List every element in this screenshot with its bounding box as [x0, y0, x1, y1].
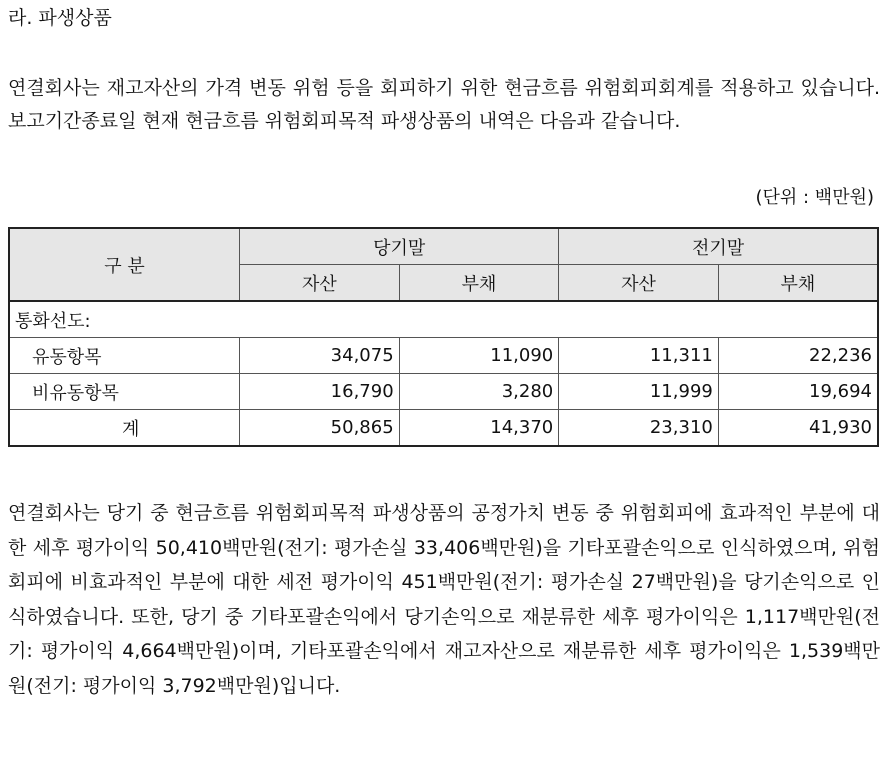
cell-prior-assets: 11,311 — [559, 338, 719, 374]
category-header: 구 분 — [9, 228, 240, 301]
prior-liabilities-header: 부채 — [718, 265, 878, 302]
section-heading: 라. 파생상품 — [8, 7, 112, 29]
table-row-total — [9, 410, 878, 447]
table-row — [9, 374, 878, 410]
current-period-header: 당기말 — [240, 228, 559, 265]
cell-prior-assets: 11,999 — [559, 374, 719, 410]
current-assets-header: 자산 — [240, 265, 400, 302]
row-label: 유동항목 — [9, 338, 240, 374]
cell-current-liabilities: 14,370 — [399, 410, 559, 447]
cell-current-assets: 50,865 — [240, 410, 400, 447]
table-row — [9, 338, 878, 374]
cell-current-assets: 16,790 — [240, 374, 400, 410]
derivatives-table — [8, 227, 879, 447]
cell-current-assets: 34,075 — [240, 338, 400, 374]
intro-paragraph: 연결회사는 재고자산의 가격 변동 위험 등을 회피하기 위한 현금흐름 위험회피회계를 적용하고 있습니다. 보고기간종료일 현재 현금흐름 위험회피목적 파생상품의 내역은 다음과 같습니다. — [8, 77, 880, 132]
prior-period-header: 전기말 — [559, 228, 878, 265]
section-label: 통화선도: — [9, 301, 878, 338]
cell-current-liabilities: 11,090 — [399, 338, 559, 374]
cell-prior-liabilities: 19,694 — [718, 374, 878, 410]
row-label: 비유동항목 — [9, 374, 240, 410]
valuation-paragraph: 연결회사는 당기 중 현금흐름 위험회피목적 파생상품의 공정가치 변동 중 위험회피에 효과적인 부분에 대한 세후 평가이익 50,410백만원(전기: 평가손실 33,406백만원)을 기타포괄손익으로 인식하였으며, 위험회피에 비효과적인 부분에 대한 세전 평가이익 451백만원(전기: 평가손실 27백만원)을 당기손익으로 인식하였습니다. 또한, 당기 중 기타포괄손익에서 당기손익으로 재분류한 세후 평가이익은 1,117백만원(전기: 평가이익 4,664백만원)이며, 기타포괄손익에서 재고자산으로 재분류한 세후 평가이익은 1,539백만원(전기: 평가이익 3,792백만원)입니다. — [8, 502, 880, 697]
current-liabilities-header: 부채 — [399, 265, 559, 302]
unit-note: (단위 : 백만원) — [755, 187, 874, 208]
cell-prior-liabilities: 41,930 — [718, 410, 878, 447]
row-label-total: 계 — [9, 410, 240, 447]
cell-current-liabilities: 3,280 — [399, 374, 559, 410]
cell-prior-assets: 23,310 — [559, 410, 719, 447]
prior-assets-header: 자산 — [559, 265, 719, 302]
cell-prior-liabilities: 22,236 — [718, 338, 878, 374]
